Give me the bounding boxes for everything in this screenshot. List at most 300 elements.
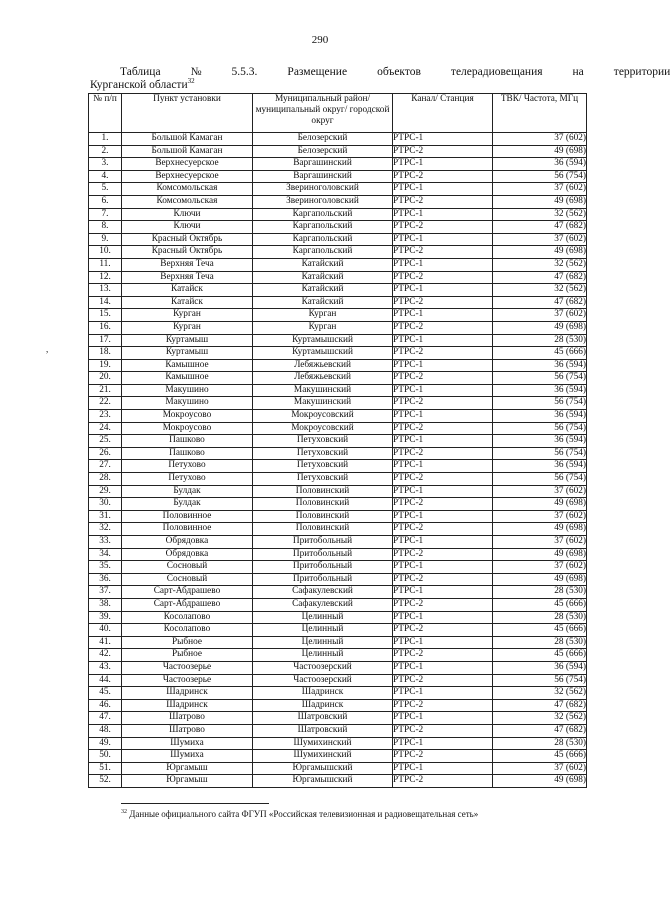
cell-num: 34. (89, 548, 122, 561)
cell-num: 21. (89, 384, 122, 397)
cell-channel: РТРС-2 (393, 750, 493, 763)
cell-frequency: 45 (666) (493, 347, 587, 360)
caption-word: на (572, 66, 584, 78)
table-row (89, 661, 587, 674)
cell-channel: РТРС-1 (393, 384, 493, 397)
table-row (89, 145, 587, 158)
cell-channel: РТРС-1 (393, 133, 493, 146)
cell-place: Катайск (122, 284, 253, 297)
cell-frequency: 36 (594) (493, 661, 587, 674)
cell-frequency: 36 (594) (493, 410, 587, 423)
cell-district: Шадринск (253, 699, 393, 712)
cell-place: Комсомольская (122, 195, 253, 208)
cell-num: 18. (89, 347, 122, 360)
cell-frequency: 45 (666) (493, 624, 587, 637)
cell-num: 4. (89, 170, 122, 183)
cell-frequency: 28 (530) (493, 636, 587, 649)
cell-channel: РТРС-2 (393, 598, 493, 611)
cell-place: Большой Камаган (122, 145, 253, 158)
cell-channel: РТРС-1 (393, 510, 493, 523)
cell-frequency: 32 (562) (493, 258, 587, 271)
cell-num: 45. (89, 687, 122, 700)
cell-place: Куртамыш (122, 334, 253, 347)
table-row (89, 498, 587, 511)
cell-channel: РТРС-1 (393, 410, 493, 423)
cell-frequency: 28 (530) (493, 334, 587, 347)
footnote-text: Данные официального сайта ФГУП «Российская телевизионная и радиовещательная сеть» (127, 809, 479, 819)
cell-place: Курган (122, 321, 253, 334)
cell-channel: РТРС-2 (393, 573, 493, 586)
cell-channel: РТРС-2 (393, 170, 493, 183)
cell-district: Курган (253, 321, 393, 334)
table-row (89, 775, 587, 788)
caption-word: территории (613, 66, 670, 78)
table-header-row (89, 94, 587, 133)
table-row (89, 195, 587, 208)
cell-channel: РТРС-1 (393, 485, 493, 498)
table-row (89, 271, 587, 284)
cell-num: 38. (89, 598, 122, 611)
cell-district: Лебяжьевский (253, 359, 393, 372)
cell-frequency: 49 (698) (493, 548, 587, 561)
table-row (89, 737, 587, 750)
cell-frequency: 56 (754) (493, 372, 587, 385)
cell-district: Целинный (253, 624, 393, 637)
table-row (89, 246, 587, 259)
cell-num: 17. (89, 334, 122, 347)
cell-channel: РТРС-2 (393, 422, 493, 435)
cell-place: Косолапово (122, 624, 253, 637)
cell-district: Каргапольский (253, 221, 393, 234)
cell-frequency: 36 (594) (493, 158, 587, 171)
cell-num: 5. (89, 183, 122, 196)
table-row (89, 359, 587, 372)
cell-num: 9. (89, 233, 122, 246)
cell-channel: РТРС-2 (393, 699, 493, 712)
table-row (89, 397, 587, 410)
cell-num: 44. (89, 674, 122, 687)
table-row (89, 208, 587, 221)
cell-frequency: 56 (754) (493, 170, 587, 183)
cell-num: 7. (89, 208, 122, 221)
header-num: № п/п (89, 94, 122, 133)
cell-frequency: 32 (562) (493, 208, 587, 221)
cell-frequency: 37 (602) (493, 510, 587, 523)
cell-district: Шадринск (253, 687, 393, 700)
table-row (89, 347, 587, 360)
cell-channel: РТРС-1 (393, 762, 493, 775)
cell-num: 6. (89, 195, 122, 208)
cell-place: Рыбное (122, 636, 253, 649)
cell-place: Обрядовка (122, 548, 253, 561)
cell-channel: РТРС-1 (393, 158, 493, 171)
cell-channel: РТРС-1 (393, 712, 493, 725)
table-row (89, 233, 587, 246)
cell-district: Целинный (253, 649, 393, 662)
caption-word: № (190, 66, 202, 78)
cell-num: 12. (89, 271, 122, 284)
table-row (89, 284, 587, 297)
cell-district: Звериноголовский (253, 183, 393, 196)
cell-channel: РТРС-1 (393, 687, 493, 700)
cell-district: Каргапольский (253, 246, 393, 259)
cell-num: 16. (89, 321, 122, 334)
table-row (89, 133, 587, 146)
cell-place: Шатрово (122, 724, 253, 737)
table-row (89, 460, 587, 473)
cell-frequency: 37 (602) (493, 762, 587, 775)
cell-place: Обрядовка (122, 536, 253, 549)
cell-frequency: 49 (698) (493, 498, 587, 511)
cell-num: 50. (89, 750, 122, 763)
cell-channel: РТРС-1 (393, 284, 493, 297)
cell-frequency: 56 (754) (493, 473, 587, 486)
table-row (89, 435, 587, 448)
table-row (89, 687, 587, 700)
cell-frequency: 45 (666) (493, 750, 587, 763)
cell-num: 24. (89, 422, 122, 435)
cell-place: Камышное (122, 359, 253, 372)
cell-district: Сафакулевский (253, 586, 393, 599)
table-row (89, 611, 587, 624)
cell-channel: РТРС-1 (393, 636, 493, 649)
cell-frequency: 37 (602) (493, 561, 587, 574)
table-row (89, 536, 587, 549)
cell-channel: РТРС-2 (393, 271, 493, 284)
header-frequency: ТВК/ Частота, МГц (493, 94, 587, 133)
cell-place: Половинное (122, 523, 253, 536)
cell-num: 49. (89, 737, 122, 750)
cell-frequency: 28 (530) (493, 586, 587, 599)
table-row (89, 410, 587, 423)
cell-district: Половинский (253, 485, 393, 498)
cell-num: 23. (89, 410, 122, 423)
cell-channel: РТРС-1 (393, 536, 493, 549)
cell-num: 43. (89, 661, 122, 674)
cell-channel: РТРС-2 (393, 649, 493, 662)
cell-place: Половинное (122, 510, 253, 523)
cell-channel: РТРС-2 (393, 498, 493, 511)
table-row (89, 258, 587, 271)
cell-channel: РТРС-1 (393, 460, 493, 473)
cell-place: Частоозерье (122, 661, 253, 674)
cell-channel: РТРС-2 (393, 145, 493, 158)
cell-place: Юргамыш (122, 775, 253, 788)
cell-channel: РТРС-1 (393, 661, 493, 674)
caption-word: телерадиовещания (450, 66, 543, 78)
cell-frequency: 32 (562) (493, 284, 587, 297)
cell-channel: РТРС-2 (393, 775, 493, 788)
cell-district: Целинный (253, 611, 393, 624)
table-row (89, 334, 587, 347)
cell-place: Косолапово (122, 611, 253, 624)
table-row (89, 158, 587, 171)
table-row (89, 309, 587, 322)
cell-num: 46. (89, 699, 122, 712)
footnote (121, 809, 478, 819)
cell-num: 3. (89, 158, 122, 171)
table-row (89, 473, 587, 486)
cell-district: Сафакулевский (253, 598, 393, 611)
cell-district: Шумихинский (253, 750, 393, 763)
cell-channel: РТРС-1 (393, 309, 493, 322)
cell-channel: РТРС-2 (393, 195, 493, 208)
cell-district: Половинский (253, 510, 393, 523)
cell-num: 42. (89, 649, 122, 662)
cell-district: Половинский (253, 498, 393, 511)
cell-num: 13. (89, 284, 122, 297)
cell-frequency: 28 (530) (493, 611, 587, 624)
cell-place: Сосновый (122, 561, 253, 574)
cell-place: Шадринск (122, 699, 253, 712)
cell-district: Притобольный (253, 573, 393, 586)
cell-place: Юргамыш (122, 762, 253, 775)
cell-num: 19. (89, 359, 122, 372)
cell-district: Притобольный (253, 548, 393, 561)
cell-frequency: 37 (602) (493, 133, 587, 146)
cell-district: Притобольный (253, 536, 393, 549)
cell-num: 37. (89, 586, 122, 599)
margin-mark: , (46, 344, 49, 354)
table-row (89, 586, 587, 599)
cell-frequency: 45 (666) (493, 598, 587, 611)
cell-place: Верхняя Теча (122, 271, 253, 284)
table-row (89, 699, 587, 712)
table-row (89, 573, 587, 586)
cell-num: 39. (89, 611, 122, 624)
cell-num: 14. (89, 296, 122, 309)
table-row (89, 221, 587, 234)
cell-num: 30. (89, 498, 122, 511)
cell-district: Половинский (253, 523, 393, 536)
table-row (89, 523, 587, 536)
cell-place: Верхнесуерское (122, 158, 253, 171)
cell-frequency: 56 (754) (493, 422, 587, 435)
caption-line-2 (90, 79, 586, 92)
cell-frequency: 56 (754) (493, 447, 587, 460)
cell-channel: РТРС-2 (393, 523, 493, 536)
cell-frequency: 45 (666) (493, 649, 587, 662)
cell-district: Макушинский (253, 397, 393, 410)
cell-district: Целинный (253, 636, 393, 649)
table-row (89, 485, 587, 498)
cell-frequency: 28 (530) (493, 737, 587, 750)
table-row (89, 674, 587, 687)
cell-place: Шумиха (122, 750, 253, 763)
caption-footnote-ref: 32 (187, 77, 195, 86)
table-row (89, 750, 587, 763)
table-row (89, 762, 587, 775)
footnote-divider (121, 803, 269, 804)
cell-place: Красный Октябрь (122, 233, 253, 246)
cell-place: Петухово (122, 460, 253, 473)
table-row (89, 636, 587, 649)
table-row (89, 598, 587, 611)
table-row (89, 384, 587, 397)
cell-place: Рыбное (122, 649, 253, 662)
cell-district: Частоозерский (253, 661, 393, 674)
cell-place: Сарт-Абдрашево (122, 586, 253, 599)
cell-frequency: 49 (698) (493, 246, 587, 259)
cell-place: Мокроусово (122, 410, 253, 423)
cell-num: 51. (89, 762, 122, 775)
cell-num: 40. (89, 624, 122, 637)
cell-district: Петуховский (253, 473, 393, 486)
cell-place: Шадринск (122, 687, 253, 700)
cell-frequency: 36 (594) (493, 435, 587, 448)
cell-place: Ключи (122, 208, 253, 221)
cell-num: 2. (89, 145, 122, 158)
cell-channel: РТРС-2 (393, 372, 493, 385)
table-row (89, 548, 587, 561)
cell-district: Мокроусовский (253, 410, 393, 423)
cell-channel: РТРС-2 (393, 397, 493, 410)
cell-channel: РТРС-1 (393, 334, 493, 347)
cell-channel: РТРС-2 (393, 473, 493, 486)
cell-district: Каргапольский (253, 233, 393, 246)
cell-channel: РТРС-2 (393, 321, 493, 334)
cell-channel: РТРС-1 (393, 611, 493, 624)
table-row (89, 447, 587, 460)
table-row (89, 372, 587, 385)
cell-frequency: 32 (562) (493, 712, 587, 725)
table-row (89, 510, 587, 523)
table-row (89, 422, 587, 435)
cell-num: 22. (89, 397, 122, 410)
cell-channel: РТРС-2 (393, 347, 493, 360)
cell-channel: РТРС-1 (393, 586, 493, 599)
cell-frequency: 36 (594) (493, 359, 587, 372)
cell-place: Ключи (122, 221, 253, 234)
cell-num: 27. (89, 460, 122, 473)
cell-district: Шатровский (253, 712, 393, 725)
table-row (89, 624, 587, 637)
cell-district: Петуховский (253, 435, 393, 448)
table-row (89, 321, 587, 334)
cell-frequency: 36 (594) (493, 384, 587, 397)
footnote-number: 32 (121, 809, 127, 815)
cell-channel: РТРС-2 (393, 246, 493, 259)
cell-place: Шатрово (122, 712, 253, 725)
table-row (89, 724, 587, 737)
cell-district: Каргапольский (253, 208, 393, 221)
table-row (89, 649, 587, 662)
cell-frequency: 37 (602) (493, 309, 587, 322)
cell-place: Куртамыш (122, 347, 253, 360)
cell-channel: РТРС-2 (393, 548, 493, 561)
cell-num: 1. (89, 133, 122, 146)
cell-place: Шумиха (122, 737, 253, 750)
cell-place: Катайск (122, 296, 253, 309)
cell-district: Куртамышский (253, 347, 393, 360)
caption-line-1 (90, 66, 670, 79)
cell-place: Макушино (122, 384, 253, 397)
cell-district: Юргамышский (253, 775, 393, 788)
table-row (89, 183, 587, 196)
cell-num: 31. (89, 510, 122, 523)
cell-district: Мокроусовский (253, 422, 393, 435)
cell-channel: РТРС-2 (393, 221, 493, 234)
caption-word: Размещение (287, 66, 348, 78)
table-row (89, 296, 587, 309)
cell-channel: РТРС-1 (393, 359, 493, 372)
cell-frequency: 37 (602) (493, 536, 587, 549)
cell-frequency: 56 (754) (493, 674, 587, 687)
cell-frequency: 37 (602) (493, 485, 587, 498)
cell-frequency: 47 (682) (493, 699, 587, 712)
caption-word: 5.5.3. (231, 66, 258, 78)
cell-num: 32. (89, 523, 122, 536)
cell-channel: РТРС-1 (393, 561, 493, 574)
cell-place: Булдак (122, 498, 253, 511)
header-channel: Канал/ Станция (393, 94, 493, 133)
cell-frequency: 49 (698) (493, 195, 587, 208)
cell-num: 36. (89, 573, 122, 586)
cell-frequency: 56 (754) (493, 397, 587, 410)
cell-district: Варгашинский (253, 158, 393, 171)
cell-district: Частоозерский (253, 674, 393, 687)
cell-district: Макушинский (253, 384, 393, 397)
cell-district: Юргамышский (253, 762, 393, 775)
cell-district: Притобольный (253, 561, 393, 574)
header-place: Пункт установки (122, 94, 253, 133)
cell-frequency: 49 (698) (493, 321, 587, 334)
cell-channel: РТРС-1 (393, 208, 493, 221)
cell-place: Булдак (122, 485, 253, 498)
cell-place: Верхнесуерское (122, 170, 253, 183)
cell-district: Петуховский (253, 460, 393, 473)
cell-frequency: 49 (698) (493, 523, 587, 536)
cell-district: Шумихинский (253, 737, 393, 750)
cell-channel: РТРС-1 (393, 233, 493, 246)
cell-frequency: 49 (698) (493, 775, 587, 788)
cell-district: Шатровский (253, 724, 393, 737)
cell-district: Звериноголовский (253, 195, 393, 208)
cell-frequency: 47 (682) (493, 271, 587, 284)
cell-place: Красный Октябрь (122, 246, 253, 259)
cell-num: 26. (89, 447, 122, 460)
cell-frequency: 49 (698) (493, 573, 587, 586)
cell-district: Петуховский (253, 447, 393, 460)
table-row (89, 170, 587, 183)
cell-num: 10. (89, 246, 122, 259)
cell-district: Катайский (253, 296, 393, 309)
cell-frequency: 37 (602) (493, 233, 587, 246)
cell-num: 20. (89, 372, 122, 385)
cell-place: Пашково (122, 435, 253, 448)
cell-place: Верхняя Теча (122, 258, 253, 271)
table-row (89, 561, 587, 574)
cell-channel: РТРС-1 (393, 435, 493, 448)
cell-num: 48. (89, 724, 122, 737)
cell-num: 52. (89, 775, 122, 788)
cell-num: 15. (89, 309, 122, 322)
caption-word: объектов (377, 66, 421, 78)
cell-district: Лебяжьевский (253, 372, 393, 385)
cell-channel: РТРС-2 (393, 674, 493, 687)
cell-num: 8. (89, 221, 122, 234)
cell-place: Большой Камаган (122, 133, 253, 146)
cell-channel: РТРС-2 (393, 447, 493, 460)
cell-district: Катайский (253, 284, 393, 297)
cell-frequency: 37 (602) (493, 183, 587, 196)
cell-frequency: 32 (562) (493, 687, 587, 700)
table-row (89, 712, 587, 725)
cell-channel: РТРС-2 (393, 296, 493, 309)
header-district: Муниципальный район/ муниципальный округ/ городской округ (253, 94, 393, 133)
cell-channel: РТРС-1 (393, 183, 493, 196)
cell-channel: РТРС-2 (393, 724, 493, 737)
